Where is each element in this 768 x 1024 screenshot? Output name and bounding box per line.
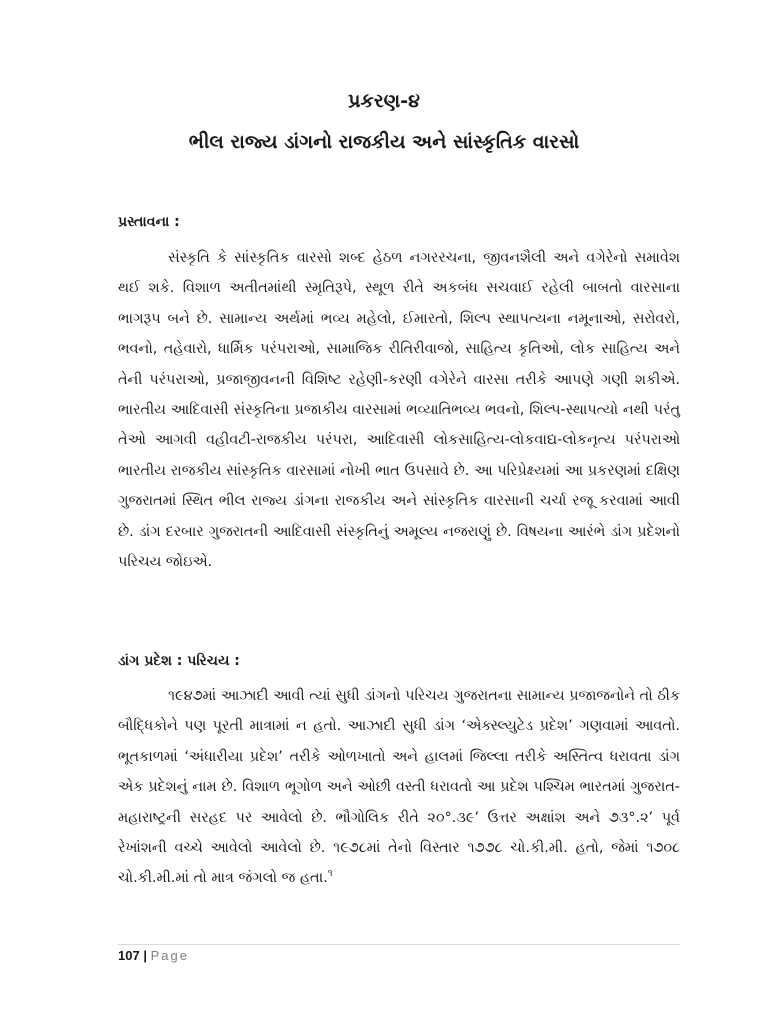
page-label: Page <box>150 948 189 963</box>
page-footer <box>118 948 189 964</box>
footnote-reference[interactable]: ૧ <box>327 868 333 880</box>
footer-divider <box>118 944 680 945</box>
section-heading-introduction: પ્રસ્તાવના : <box>118 214 180 230</box>
footer-separator: | <box>143 948 147 963</box>
paragraph-dang-region-text: ૧૯૪૭માં આઝાદી આવી ત્યાં સુધી ડાંગનો પરિચય ગુજરાતના સામાન્ય પ્રજાજનોને તો ઠીક બૌદ્ધિકોને પણ પૂરતી માત્રામાં ન હતો. આઝાદી સુધી ડાંગ ‘એક્સ્લ્યુટેડ પ્રદેશ’ ગણવામાં આવતો. ભૂતકાળમાં ‘અંધારીયા પ્રદેશ’ તરીકે ઓળખાતો અને હાલમાં જિલ્લા તરીકે અસ્તિત્વ ધરાવતા ડાંગ એક પ્રદેશનું નામ છે. વિશાળ ભૂગોળ અને ઓછી વસ્તી ધરાવતો આ પ્રદેશ પશ્ચિમ ભારતમાં ગુજરાત-મહારાષ્ટ્રની સરહદ પર આવેલો છે. ભૌગોલિક રીતે ૨૦°.૩૯’ ઉત્તર અક્ષાંશ અને ૭૩°.૨’ પૂર્વ રેખાંશની વચ્ચે આવેલો આવેલો છે. ૧૯૭૮માં તેનો વિસ્તાર ૧૭૭૮ ચો.કી.મી. હતો, જેમાં ૧૭૦૮ ચો.કી.મી.માં તો માત્ર જંગલો જ હતા. <box>118 688 680 887</box>
paragraph-introduction: સંસ્કૃતિ કે સાંસ્કૃતિક વારસો શબ્દ હેઠળ નગરરચના, જીવનશૈલી અને વગેરેનો સમાવેશ થઈ શકે. વિશાળ અતીતમાંથી સ્મૃતિરૂપે, સ્થૂળ રીતે અકબંધ સચવાઈ રહેલી બાબતો વારસાના ભાગરૂપ બને છે. સામાન્ય અર્થમાં ભવ્ય મહેલો, ઈમારતો, શિલ્પ સ્થાપત્યના નમૂનાઓ, સરોવરો, ભવનો, તહેવારો, ધાર્મિક પરંપરાઓ, સામાજિક રીતિરીવાજો, સાહિત્ય કૃતિઓ, લોક સાહિત્ય અને તેની પરંપરાઓ, પ્રજાજીવનની વિશિષ્ટ રહેણી-કરણી વગેરેને વારસા તરીકે આપણે ગણી શકીએ. ભારતીય આદિવાસી સંસ્કૃતિના પ્રજાકીય વારસામાં ભવ્યાતિભવ્ય ભવનો, શિલ્પ-સ્થાપત્યો નથી પરંતુ તેઓ આગવી વહીવટી-રાજકીય પરંપરા, આદિવાસી લોકસાહિત્ય-લોકવાદ્ય-લોકનૃત્ય પરંપરાઓ ભારતીય રાજકીય સાંસ્કૃતિક વારસામાં નોખી ભાત ઉપસાવે છે. આ પરિપ્રેક્ષ્યમાં આ પ્રકરણમાં દક્ષિણ ગુજરાતમાં સ્થિત ભીલ રાજ્ય ડાંગના રાજકીય અને સાંસ્કૃતિક વારસાની ચર્ચા રજૂ કરવામાં આવી છે. ડાંગ દરબાર ગુજરાતની આદિવાસી સંસ્કૃતિનું અમૂલ્ય નજરાણું છે. વિષયના આરંભે ડાંગ પ્રદેશનો પરિચય જોઇએ. <box>118 250 680 571</box>
paragraph-dang-region <box>118 681 680 894</box>
chapter-title: ભીલ રાજ્ય ડાંગનો રાજકીય અને સાંસ્કૃતિક વારસો <box>188 131 580 153</box>
page-number: 107 <box>118 948 140 963</box>
section-heading-dang-region: ડાંગ પ્રદેશ : પરિચય : <box>118 653 240 669</box>
chapter-number: પ્રકરણ-૪ <box>348 90 420 112</box>
